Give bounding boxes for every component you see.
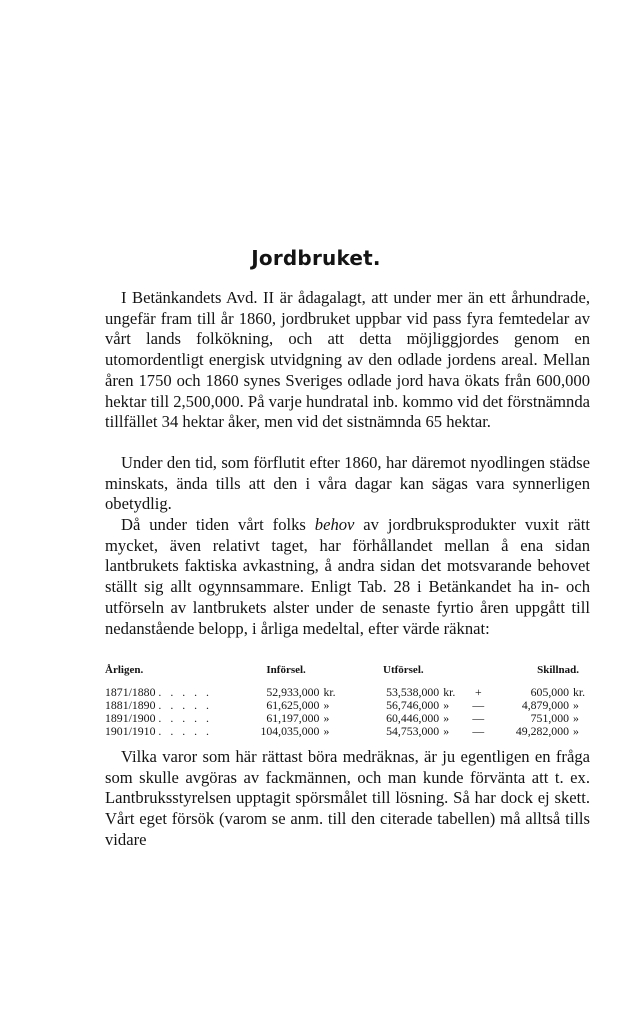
paragraph-4-text: Vilka varor som här rättast böra medräknas, är ju egentligen en fråga som skulle avgöras av fackmännen, och man kunde förvänta att t. ex. Lantbruksstyrelsen upptagit spörsmålet till lösning. Så har dock ej skett. Vårt eget försök (varom se anm. till den citerade tabellen) må alltså tills vidare (105, 747, 590, 849)
header-sign (463, 664, 493, 686)
cell-import: 104,035,000 » (260, 724, 330, 738)
paragraph-3 (105, 515, 590, 639)
cell-import: 52,933,000 kr. (266, 685, 336, 699)
header-year: Årligen. (105, 664, 144, 676)
cell-sign: — (472, 724, 485, 738)
paragraph-3-text-a: Då under tiden vårt folks (121, 515, 315, 534)
table-row (105, 725, 593, 738)
table-header-row (105, 664, 593, 686)
paragraph-3-text-b: av jordbruksprodukter vuxit rätt mycket, även relativt taget, har förhållandet mellan å ena sidan lantbrukets faktiska avkastning, å andra sidan det motsvarande behovet ställt sig allt ogynnsammare. Enligt Tab. 28 i Betänkandet ha in- och utförseln av lantbrukets alster under de senaste fyrtio åren uppgått till nedanstående belopp, i årliga medeltal, efter värde räknat: (105, 515, 590, 638)
trade-table (105, 664, 593, 738)
page-title: Jordbruket. (251, 246, 381, 270)
cell-diff: 605,000 kr. (530, 685, 586, 699)
cell-diff: 751,000 » (530, 711, 579, 725)
header-import: Införsel. (266, 664, 306, 676)
cell-sign: — (472, 698, 485, 712)
cell-sign: + (474, 685, 482, 699)
paragraph-1 (105, 288, 590, 433)
cell-year: 1901/1910 . . . . . (105, 724, 212, 738)
header-diff: Skillnad. (537, 664, 579, 676)
cell-diff: 4,879,000 » (521, 698, 579, 712)
paragraph-3-emphasis: behov (314, 515, 355, 534)
cell-year: 1871/1880 . . . . . (105, 685, 212, 699)
cell-year: 1891/1900 . . . . . (105, 711, 212, 725)
cell-export: 56,746,000 » (386, 698, 450, 712)
paragraph-2-text: Under den tid, som förflutit efter 1860, har däremot nyodlingen städse minskats, ända tills att den i våra dagar kan sägas vara synnerligen obetydlig. (105, 453, 590, 514)
cell-import: 61,625,000 » (266, 698, 330, 712)
header-export: Utförsel. (383, 664, 424, 676)
paragraph-1-text: I Betänkandets Avd. II är ådagalagt, att under mer än ett århundrade, ungefär fram till år 1860, jordbruket uppbar vid pass fyra femtedelar av vårt lands folkökning, och att detta möjliggjordes genom en utomordentligt energisk utvidgning av den odlade jordens areal. Mellan åren 1750 och 1860 synes Sveriges odlade jord hava ökats från 600,000 hektar till 2,500,000. På varje hundratal inb. kommo vid det förstnämnda tillfället 34 hektar åker, men vid det sistnämnda 65 hektar. (105, 288, 590, 432)
cell-export: 53,538,000 kr. (386, 685, 456, 699)
cell-export: 60,446,000 » (386, 711, 450, 725)
paragraph-2 (105, 453, 590, 515)
cell-sign: — (472, 711, 485, 725)
cell-diff: 49,282,000 » (515, 724, 579, 738)
cell-import: 61,197,000 » (266, 711, 330, 725)
paragraph-4 (105, 747, 590, 851)
cell-export: 54,753,000 » (386, 724, 450, 738)
cell-year: 1881/1890 . . . . . (105, 698, 212, 712)
